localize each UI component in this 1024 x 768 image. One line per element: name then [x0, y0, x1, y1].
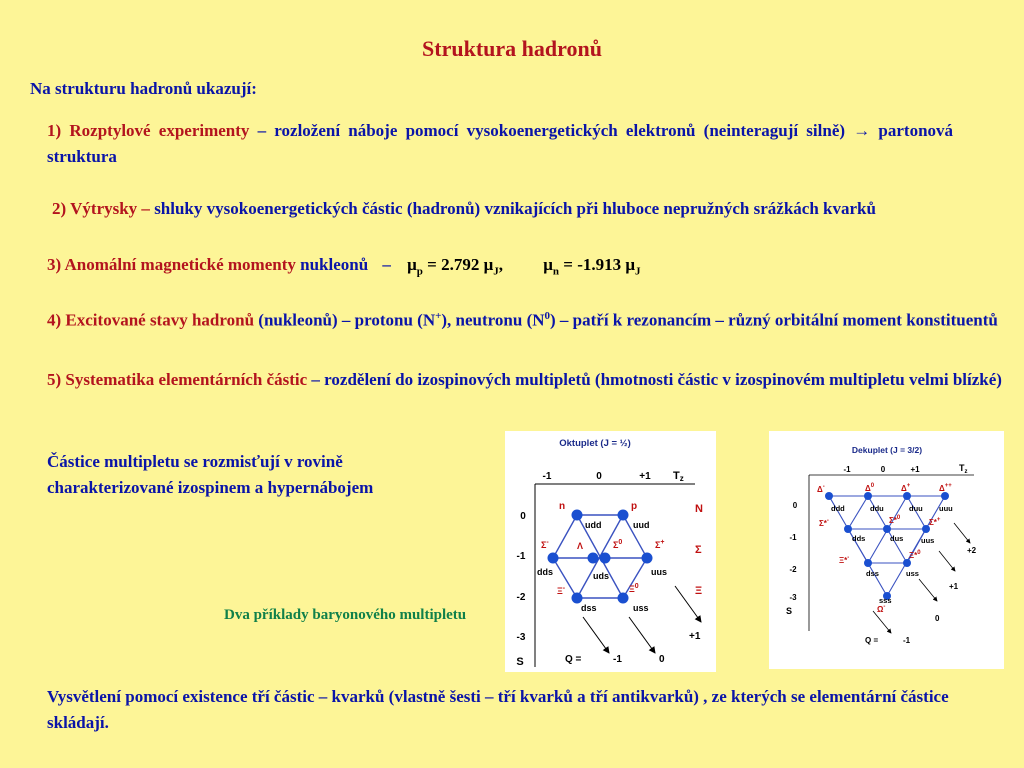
decuplet-quark-dus: dus — [890, 534, 904, 543]
decuplet-title: Dekuplet (J = 3/2) — [851, 445, 923, 455]
item-4-heading: Excitované stavy hadronů — [65, 310, 255, 330]
octet-quark-uud: uud — [633, 520, 650, 530]
decuplet-label-sigma-star-zero: Σ*$^0$ — [889, 515, 901, 525]
decuplet-delta-plus-dot — [903, 492, 911, 500]
decuplet-quark-dss: dss — [866, 569, 879, 578]
decuplet-label-omega: Ω- — [877, 604, 886, 614]
item-1-heading: Rozptylové experimenty — [69, 121, 250, 140]
octet-q-tick-3: +1 — [689, 631, 701, 642]
octet-row-label-n: N — [695, 503, 703, 515]
decuplet-s-label: S — [785, 606, 793, 616]
decuplet-quark-duu: duu — [909, 504, 923, 513]
octet-label-lambda: Λ — [577, 541, 584, 551]
item-4-number: 4) — [47, 310, 62, 330]
octet-tz-tick-2: 0 — [596, 471, 602, 482]
decuplet-sigma-star-minus-dot — [844, 525, 852, 533]
item-3-number: 3) — [47, 255, 62, 274]
item-2 — [52, 196, 987, 222]
decuplet-triangle — [829, 496, 945, 596]
octet-label-sigma-minus: Σ- — [541, 539, 549, 550]
octet-s-tick-4: -3 — [516, 632, 526, 643]
octet-sigma-plus-dot — [642, 553, 653, 564]
octet-s-tick-2: -1 — [516, 551, 526, 562]
item-1-number: 1) — [47, 121, 62, 140]
item-4-zero: 0 — [544, 310, 551, 322]
octet-row-label-xi: Ξ — [695, 585, 703, 597]
octet-neutron-dot — [572, 510, 583, 521]
octet-s-tick-1: 0 — [520, 511, 526, 522]
octet-xi-zero-dot — [618, 593, 629, 604]
diagram-caption: Dva příklady baryonového multipletu — [224, 607, 467, 623]
decuplet-q-arrow-4 — [954, 523, 970, 543]
octet-diagram — [505, 431, 716, 672]
octet-q-arrow-1 — [583, 617, 609, 653]
octet-label-p: p — [631, 501, 638, 512]
decuplet-s-tick-1: 0 — [792, 501, 798, 510]
octet-quark-dds: dds — [537, 567, 554, 577]
octet-tz-tick-1: -1 — [542, 471, 552, 482]
octet-sigma-minus-dot — [548, 553, 559, 564]
octet-label-xi-zero: $\Xi^0$ — [629, 583, 639, 594]
decuplet-label-sigma-star-plus: Σ*+ — [929, 517, 941, 527]
octet-label-n: n — [559, 501, 566, 512]
decuplet-s-tick-4: -3 — [789, 593, 797, 602]
decuplet-s-tick-3: -2 — [789, 565, 797, 574]
decuplet-quark-ddd: ddd — [831, 504, 845, 513]
octet-quark-uus: uus — [651, 567, 668, 577]
octet-xi-minus-dot — [572, 593, 583, 604]
item-4-text-a: (nukleonů) – protonu (N — [254, 310, 436, 330]
decuplet-sigma-star-zero-dot — [883, 525, 891, 533]
decuplet-delta-minus-dot — [825, 492, 833, 500]
mu-neutron: $\mu_n = -1.913$ $\mu_J$ — [543, 255, 641, 278]
item-3-dash: – — [382, 255, 391, 274]
decuplet-label-delta-plusplus: Δ++ — [939, 483, 952, 493]
decuplet-delta-plusplus-dot — [941, 492, 949, 500]
decuplet-q-label: Q = — [865, 636, 879, 645]
octet-label-sigma-plus: Σ+ — [655, 539, 665, 550]
octet-quark-dss: dss — [581, 603, 597, 613]
octet-tz-label: Tz — [673, 470, 684, 483]
conclusion-text: Vysvětlení pomocí existence tří částic – kvarků (vlastně šesti – tří kvarků a tří antikvarků) , ze kterých se elementární částice skládají. — [47, 687, 949, 732]
decuplet-q-arrow-2 — [919, 579, 937, 601]
decuplet-label-delta-minus: Δ- — [817, 484, 825, 494]
decuplet-tz-tick-2: 0 — [880, 465, 886, 474]
decuplet-quark-uus: uus — [921, 536, 935, 545]
octet-quark-udd: udd — [585, 520, 602, 530]
decuplet-q-tick-2: 0 — [935, 614, 940, 623]
octet-sigma-zero-dot — [600, 553, 611, 564]
item-2-text: shluky vysokoenergetických částic (hadronů) vznikajících při hluboce nepružných srážkách kvarků — [149, 199, 876, 218]
decuplet-diagram — [769, 431, 1004, 669]
item-4-text-b: ), neutronu (N — [441, 310, 545, 330]
item-1 — [47, 118, 953, 170]
plane-description: Částice multipletu se rozmisťují v rovině charakterizované izospinem a hypernábojem — [47, 452, 374, 497]
octet-q-tick-2: 0 — [659, 654, 665, 665]
octet-quark-uds: uds — [593, 571, 610, 581]
decuplet-xi-star-minus-dot — [864, 559, 872, 567]
octet-title: Oktuplet (J = ½) — [559, 438, 631, 449]
decuplet-label-delta-zero: $\Delta^0$ — [865, 483, 875, 493]
decuplet-delta-zero-dot — [864, 492, 872, 500]
decuplet-s-tick-2: -1 — [789, 533, 797, 542]
octet-q-arrow-2 — [629, 617, 655, 653]
item-1-text: – rozložení náboje pomocí vysokoenergetických elektronů (neinteragují silně) → partonová struktura — [47, 121, 954, 166]
item-2-heading: Výtrysky – — [70, 199, 150, 218]
decuplet-tz-tick-3: +1 — [910, 465, 920, 474]
item-5 — [47, 367, 1005, 393]
decuplet-quark-dds: dds — [852, 534, 866, 543]
decuplet-tz-tick-1: -1 — [843, 465, 851, 474]
decuplet-quark-uuu: uuu — [939, 504, 953, 513]
decuplet-tz-label: $T_z$ — [959, 463, 968, 475]
octet-tz-tick-3: +1 — [639, 471, 651, 482]
item-2-number: 2) — [52, 199, 67, 218]
item-4-text-c: ) – patří k rezonancím – různý orbitální moment konstituentů — [550, 310, 998, 330]
decuplet-quark-sss: sss — [879, 596, 892, 605]
decuplet-label-delta-plus: Δ+ — [901, 483, 911, 493]
item-3 — [47, 255, 641, 277]
decuplet-diagram-panel — [769, 431, 1004, 669]
decuplet-label-xi-star-minus: Ξ*- — [839, 555, 850, 565]
page-title: Struktura hadronů — [422, 36, 602, 61]
octet-q-label: Q = — [565, 654, 582, 665]
decuplet-quark-ddu: ddu — [870, 504, 884, 513]
item-4-plus: + — [435, 310, 442, 322]
octet-q-tick-1: -1 — [613, 654, 622, 665]
item-5-text: – rozdělení do izospinových multipletů (hmotnosti částic v izospinovém multipletu velmi blízké) — [307, 370, 1002, 389]
octet-diagram-panel — [505, 431, 716, 672]
decuplet-label-xi-star-zero: Ξ*$^0$ — [909, 550, 921, 560]
item-3-text: nukleonů — [295, 255, 369, 274]
octet-quark-uss: uss — [633, 603, 649, 613]
decuplet-quark-uss: uss — [906, 569, 919, 578]
decuplet-label-sigma-star-minus: Σ*- — [819, 518, 829, 528]
octet-s-tick-3: -2 — [516, 592, 526, 603]
octet-proton-dot — [618, 510, 629, 521]
item-4 — [47, 303, 1014, 334]
item-5-heading: Systematika elementárních částic — [65, 370, 308, 389]
octet-label-sigma-zero: $\Sigma^0$ — [613, 539, 623, 550]
intro-text: Na strukturu hadronů ukazují: — [30, 79, 257, 98]
mu-proton: $\mu_p = 2.792$ $\mu_J$, — [407, 255, 503, 278]
item-5-number: 5) — [47, 370, 62, 389]
octet-s-label: S — [516, 656, 524, 668]
decuplet-q-tick-1: -1 — [903, 636, 911, 645]
octet-label-xi-minus: Ξ- — [557, 585, 566, 596]
octet-lambda-dot — [588, 553, 599, 564]
item-3-heading: Anomální magnetické momenty — [64, 255, 296, 274]
decuplet-q-arrow-1 — [873, 611, 891, 633]
decuplet-q-arrow-3 — [939, 551, 955, 571]
decuplet-xi-star-zero-dot — [903, 559, 911, 567]
decuplet-q-tick-4: +2 — [967, 546, 977, 555]
octet-row-label-sigma: Σ — [695, 544, 702, 556]
decuplet-q-tick-3: +1 — [949, 582, 959, 591]
